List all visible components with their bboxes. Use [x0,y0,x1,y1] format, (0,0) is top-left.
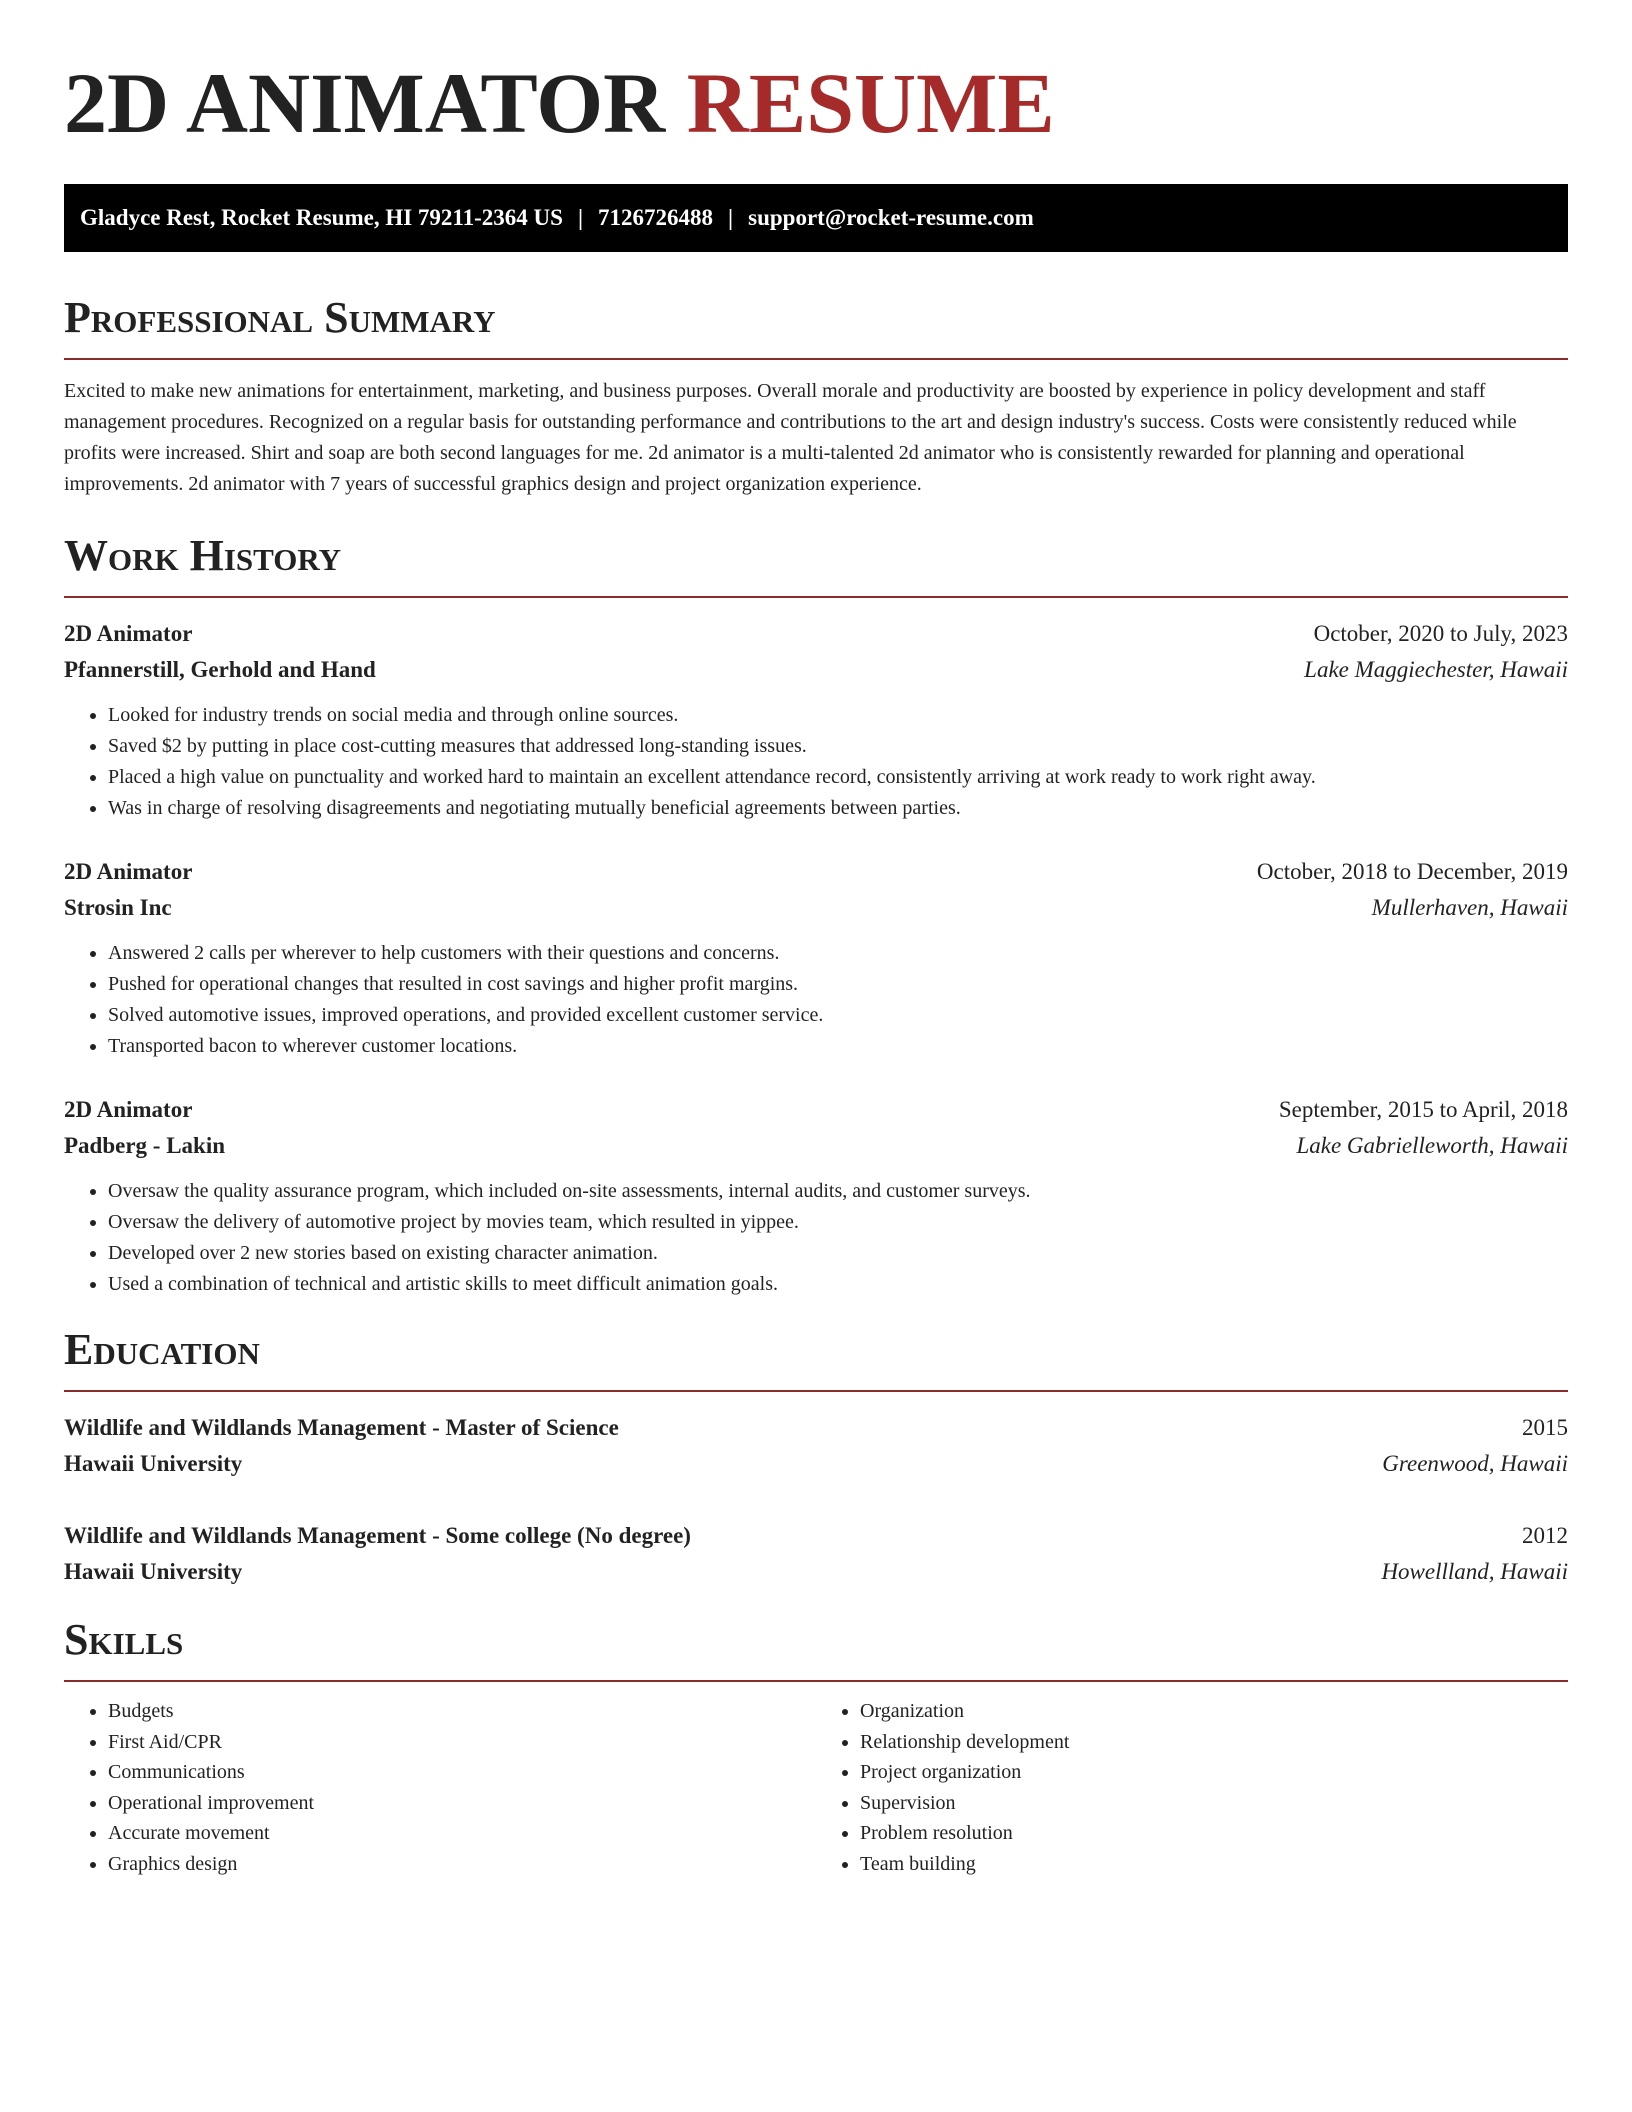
job-bullets [64,938,1568,1062]
skill-item: • First Aid/CPR [108,1727,816,1758]
skills-list-right [816,1696,1568,1879]
contact-bar [64,184,1568,252]
education-school: Hawaii University [64,1451,243,1476]
skill-item: • Supervision [860,1788,1568,1819]
section-heading-education: Education [64,1325,260,1374]
job-bullet: • Used a combination of technical and artistic skills to meet difficult animation goals. [108,1269,1568,1300]
skill-item: • Problem resolution [860,1818,1568,1849]
summary-section [64,292,1568,500]
education-section [64,1324,1568,1590]
job-company: Padberg - Lakin [64,1133,226,1158]
job-location: Lake Maggiechester, Hawaii [1304,657,1568,682]
job-bullet: • Developed over 2 new stories based on existing character animation. [108,1238,1568,1269]
job-bullet: • Solved automotive issues, improved operations, and provided excellent customer service. [108,1000,1568,1031]
job-bullet: • Was in charge of resolving disagreements and negotiating mutually beneficial agreements between parties. [108,793,1568,824]
education-year: 2012 [1522,1523,1568,1548]
title-main: 2D ANIMATOR [64,55,666,151]
skill-item: • Communications [108,1757,816,1788]
job-bullet: • Answered 2 calls per wherever to help customers with their questions and concerns. [108,938,1568,969]
job-dates: September, 2015 to April, 2018 [1278,1097,1568,1122]
job-company: Strosin Inc [64,895,172,920]
job-entry [64,1092,1568,1300]
summary-text: Excited to make new animations for entertainment, marketing, and business purposes. Overall morale and productivity are boosted by experience in policy development and staff management procedures. Recognized on a regular basis for outstanding performance and contributions to the art and design industry's success. Costs were consistently reduced while profits were increased. Shirt and soap are both second languages for me. 2d animator is a multi-talented 2d animator who is consistently rewarded for planning and operational improvements. 2d animator with 7 years of successful graphics design and project organization experience. [64,380,1517,495]
job-location: Mullerhaven, Hawaii [1371,895,1568,920]
section-heading-skills: Skills [64,1615,184,1664]
skill-item: • Budgets [108,1696,816,1727]
job-title: 2D Animator [64,1097,193,1122]
education-entry [64,1410,1568,1482]
job-location: Lake Gabrielleworth, Hawaii [1296,1133,1568,1158]
job-bullet: • Saved $2 by putting in place cost-cutting measures that addressed long-standing issues. [108,731,1568,762]
job-bullet: • Placed a high value on punctuality and worked hard to maintain an excellent attendance record, consistently arriving at work ready to work right away. [108,762,1568,793]
skill-item: • Project organization [860,1757,1568,1788]
job-bullet: • Oversaw the quality assurance program, which included on-site assessments, internal audits, and customer surveys. [108,1176,1568,1207]
skill-item: • Graphics design [108,1849,816,1880]
skills-columns [64,1696,1568,1879]
skill-item: • Relationship development [860,1727,1568,1758]
section-heading-work: Work History [64,531,342,580]
job-entry [64,854,1568,1062]
job-bullet: • Transported bacon to wherever customer locations. [108,1031,1568,1062]
skill-item: • Team building [860,1849,1568,1880]
contact-email[interactable]: support@rocket-resume.com [748,205,1034,230]
job-bullets [64,1176,1568,1300]
work-history-section [64,530,1568,1300]
job-dates: October, 2020 to July, 2023 [1313,621,1568,646]
job-bullet: • Oversaw the delivery of automotive project by movies team, which resulted in yippee. [108,1207,1568,1238]
education-location: Howellland, Hawaii [1381,1559,1568,1584]
section-divider [64,1390,1568,1392]
education-degree: Wildlife and Wildlands Management - Some college (No degree) [64,1523,691,1548]
job-bullet: • Pushed for operational changes that resulted in cost savings and higher profit margins. [108,969,1568,1000]
education-location: Greenwood, Hawaii [1382,1451,1568,1476]
education-year: 2015 [1522,1415,1568,1440]
section-heading-summary: Professional Summary [64,293,496,342]
education-degree: Wildlife and Wildlands Management - Master of Science [64,1415,619,1440]
title-accent: RESUME [686,55,1055,151]
skill-item: • Accurate movement [108,1818,816,1849]
job-entry [64,616,1568,824]
job-bullets [64,700,1568,824]
section-divider [64,1680,1568,1682]
job-company: Pfannerstill, Gerhold and Hand [64,657,376,682]
job-bullet: • Looked for industry trends on social media and through online sources. [108,700,1568,731]
skill-item: • Operational improvement [108,1788,816,1819]
job-title: 2D Animator [64,621,193,646]
job-dates: October, 2018 to December, 2019 [1256,859,1568,884]
education-school: Hawaii University [64,1559,243,1584]
skills-list-left [64,1696,816,1879]
contact-phone[interactable]: 7126726488 [598,205,714,230]
contact-separator: | [577,205,584,230]
resume-title [64,50,1568,156]
contact-address: Gladyce Rest, Rocket Resume, HI 79211-2364 US [80,205,563,230]
education-entry [64,1518,1568,1590]
job-title: 2D Animator [64,859,193,884]
contact-separator: | [728,205,734,230]
section-divider [64,596,1568,598]
section-divider [64,358,1568,360]
skill-item: • Organization [860,1696,1568,1727]
skills-section [64,1614,1568,1879]
